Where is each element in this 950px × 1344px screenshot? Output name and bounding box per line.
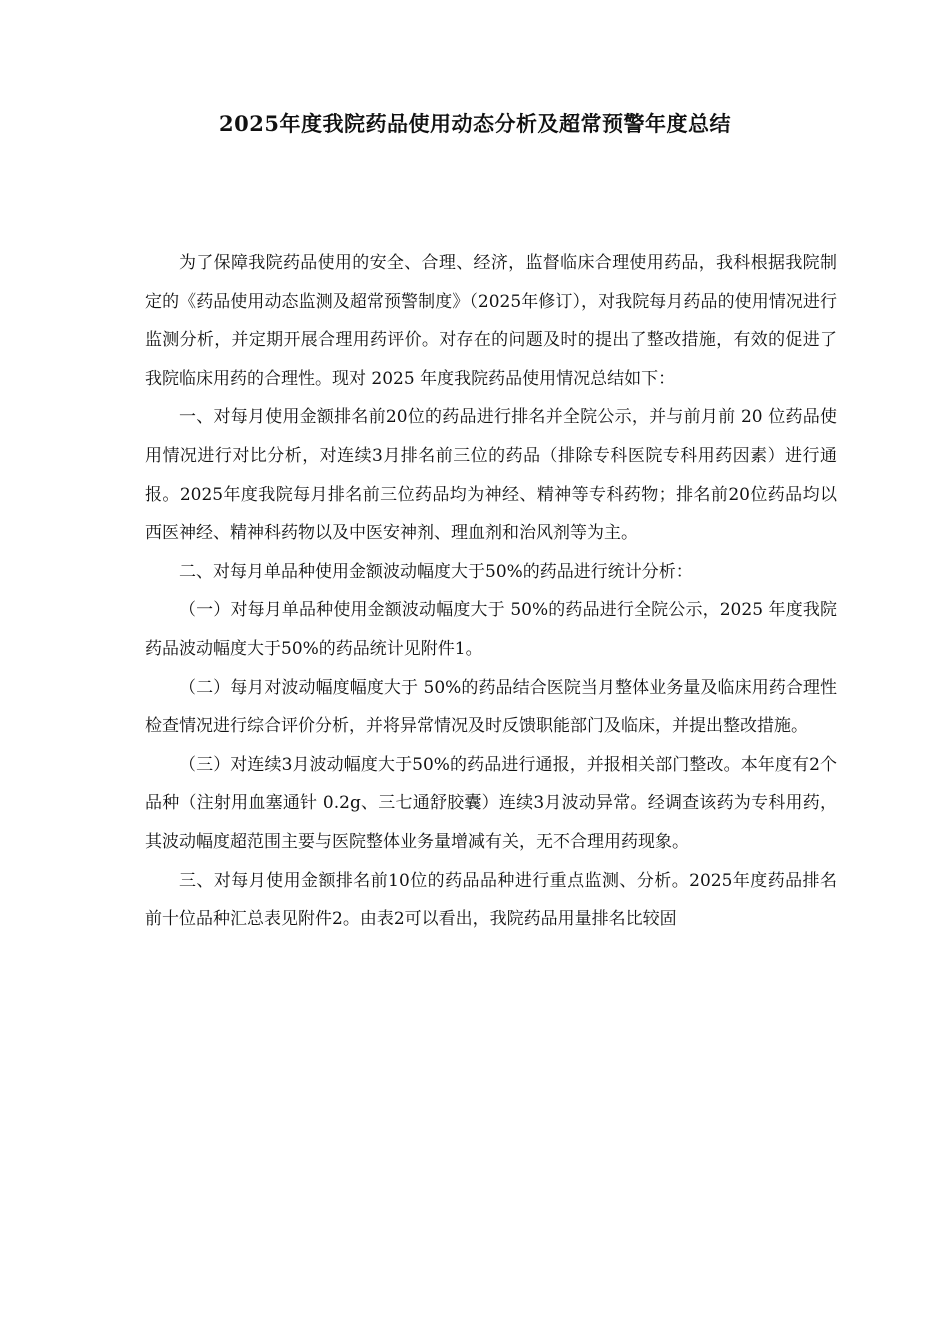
paragraph-section-2: 二、对每月单品种使用金额波动幅度大于50%的药品进行统计分析： (179, 561, 693, 582)
paragraph-section-2-item-2: （二）每月对波动幅度幅度大于 50%的药品结合医院当月整体业务量及临床用药合理性检查情况进行综合评价分析，并将异常情况及时反馈职能部门及临床，并提出整改措施。 (145, 677, 837, 737)
paragraph-section-2-item-1: （一）对每月单品种使用金额波动幅度大于 50%的药品进行全院公示，2025 年度我院药品波动幅度大于50%的药品统计见附件1。 (145, 600, 837, 659)
paragraph-section-1: 一、对每月使用金额排名前20位的药品进行排名并全院公示，并与前月前 20 位药品使用情况进行对比分析，对连续3月排名前三位的药品（排除专科医院专科用药因素）进行通报。2025年度我院每月排名前三位药品均为神经、精神等专科药物；排名前20位药品均以西医神经、精神科药物以及中医安神剂、理血剂和治风剂等为主。 (145, 407, 837, 544)
document-body (145, 244, 837, 939)
paragraph-section-3: 三、对每月使用金额排名前10位的药品品种进行重点监测、分析。2025年度药品排名前十位品种汇总表见附件2。由表2可以看出，我院药品用量排名比较固 (145, 870, 837, 930)
paragraph-section-2-item-3: （三）对连续3月波动幅度大于50%的药品进行通报，并报相关部门整改。本年度有2个品种（注射用血塞通针 0.2g、三七通舒胶囊）连续3月波动异常。经调查该药为专科用药，其波动幅度超范围主要与医院整体业务量增减有关，无不合理用药现象。 (145, 754, 837, 852)
document-title: 2025年度我院药品使用动态分析及超常预警年度总结 (219, 111, 731, 136)
paragraph-intro: 为了保障我院药品使用的安全、合理、经济，监督临床合理使用药品，我科根据我院制定的《药品使用动态监测及超常预警制度》（2025年修订），对我院每月药品的使用情况进行监测分析，并定期开展合理用药评价。对存在的问题及时的提出了整改措施，有效的促进了我院临床用药的合理性。现对 2025 年度我院药品使用情况总结如下： (145, 253, 837, 389)
